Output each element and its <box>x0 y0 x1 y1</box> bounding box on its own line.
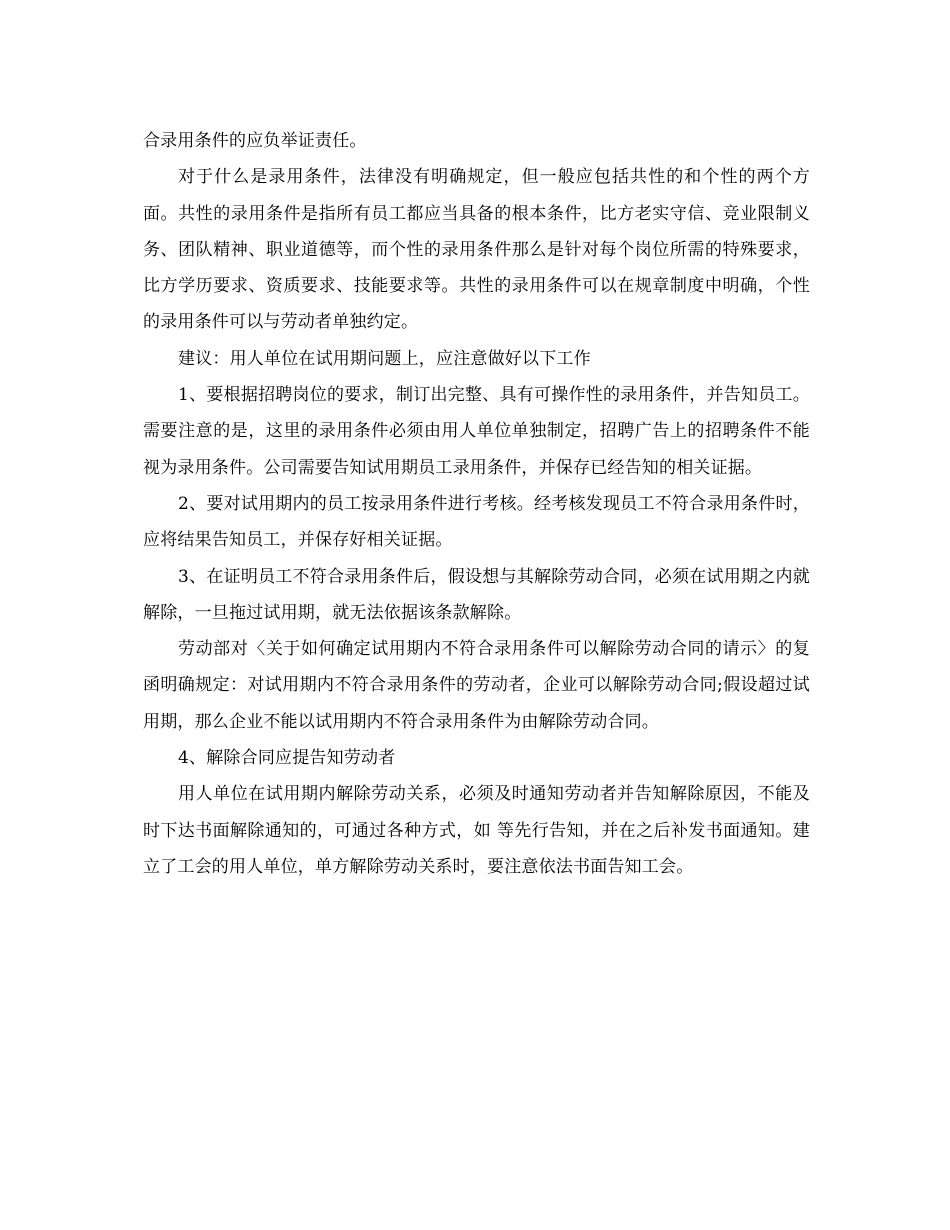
paragraph-suggestion-heading: 建议：用人单位在试用期问题上，应注意做好以下工作 <box>178 348 591 369</box>
paragraph-item-4-heading: 4、解除合同应提告知劳动者 <box>178 748 396 769</box>
paragraph-continuation: 合录用条件的应负举证责任。 <box>143 131 367 151</box>
paragraph-item-2: 2、要对试用期内的员工按录用条件进行考核。经考核发现员工不符合录用条件时，应将结果告知员工，并保存好相关证据。 <box>143 493 810 551</box>
paragraph-hiring-conditions-definition: 对于什么是录用条件，法律没有明确规定，但一般应包括共性的和个性的两个方面。共性的录用条件是指所有员工都应当具备的根本条件，比方老实守信、竞业限制义务、团队精神、职业道德等，而个性的录用条件那么是针对每个岗位所需的特殊要求，比方学历要求、资质要求、技能要求等。共性的录用条件可以在规章制度中明确，个性的录用条件可以与劳动者单独约定。 <box>143 167 810 333</box>
paragraph-item-3: 3、在证明员工不符合录用条件后，假设想与其解除劳动合同，必须在试用期之内就解除，一旦拖过试用期，就无法依据该条款解除。 <box>143 566 810 623</box>
paragraph-termination-notice: 用人单位在试用期内解除劳动关系，必须及时通知劳动者并告知解除原因，不能及时下达书面解除通知的，可通过各种方式，如 等先行告知，并在之后补发书面通知。建立了工会的用人单位，单方解除劳动关系时，要注意依法书面告知工会。 <box>143 784 810 877</box>
document-body <box>143 123 810 885</box>
paragraph-labor-ministry-reply: 劳动部对〈关于如何确定试用期内不符合录用条件可以解除劳动合同的请示〉的复函明确规定：对试用期内不符合录用条件的劳动者，企业可以解除劳动合同;假设超过试用期，那么企业不能以试用期内不符合录用条件为由解除劳动合同。 <box>143 639 810 732</box>
paragraph-item-1: 1、要根据招聘岗位的要求，制订出完整、具有可操作性的录用条件，并告知员工。需要注意的是，这里的录用条件必须由用人单位单独制定，招聘广告上的招聘条件不能视为录用条件。公司需要告知试用期员工录用条件，并保存已经告知的相关证据。 <box>143 385 810 478</box>
